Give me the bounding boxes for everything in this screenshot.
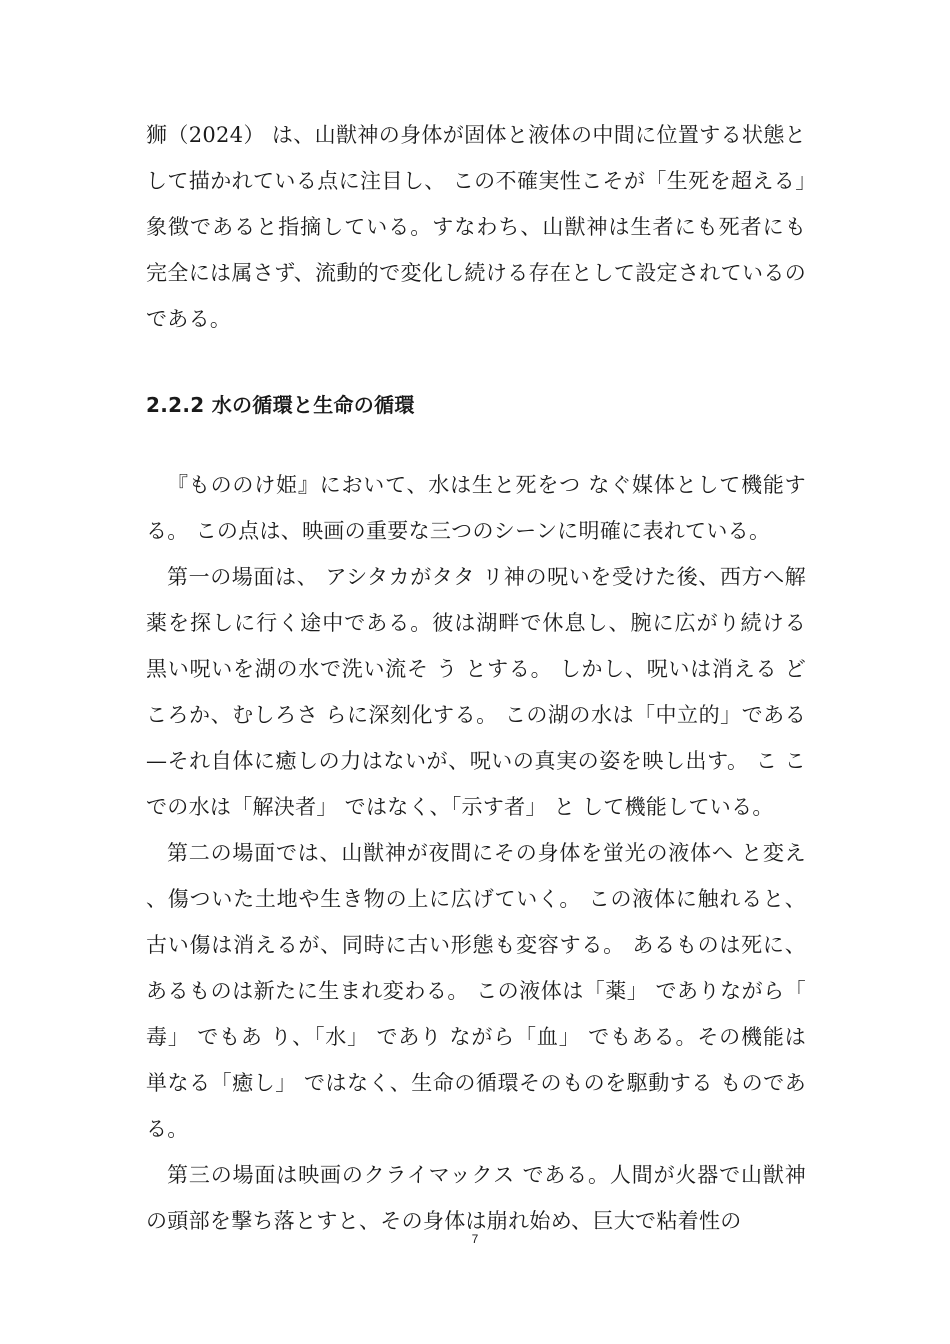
body-paragraph-2: 第一の場面は、 アシタカがタタ リ神の呪いを受けた後、西方へ解薬を探しに行く途中である。彼は湖畔で休息し、腕に広がり続ける黒い呪いを湖の水で洗い流そ う とする。 しかし、呪いは消える どころか、むしろさ らに深刻化する。 この湖の水は「中立的」である—それ自体に癒しの力はないが、呪いの真実の姿を映し出す。 こ こでの水は「解決者」 ではなく、「示す者」 と して機能している。 [146, 565, 806, 819]
spacer [146, 342, 806, 382]
body-paragraph-4: 第三の場面は映画のクライマックス である。人間が火器で山獣神の頭部を撃ち落とすと、その身体は崩れ始め、巨大で粘着性の [146, 1163, 806, 1233]
body-paragraph-3: 第二の場面では、山獣神が夜間にその身体を蛍光の液体へ と変え、傷ついた土地や生き物の上に広げていく。 この液体に触れると、古い傷は消えるが、同時に古い形態も変容する。 あるものは死に、 あるものは新たに生まれ変わる。 この液体は「薬」 でありながら「毒」 でもあ り、「水」 であり ながら「血」 でもある。その機能は単なる「癒し」 ではなく、生命の循環そのものを駆動する ものである。 [146, 841, 806, 1141]
spacer [146, 428, 806, 462]
intro-paragraph: 狮（2024） は、山獣神の身体が固体と液体の中間に位置する状態と して描かれている点に注目し、 この不確実性こそが「生死を超える」象徴であると指摘している。すなわち、山獣神は生者にも死者にも完全には属さず、流動的で変化し続ける存在として設定されているのである。 [146, 123, 806, 331]
page-body [146, 112, 806, 1244]
body-paragraph-1: 『もののけ姫』において、水は生と死をつ なぐ媒体として機能する。 この点は、映画の重要な三つのシーンに明確に表れている。 [146, 473, 806, 543]
page-number: 7 [471, 1232, 479, 1246]
section-heading: 2.2.2 水の循環と生命の循環 [146, 393, 415, 417]
